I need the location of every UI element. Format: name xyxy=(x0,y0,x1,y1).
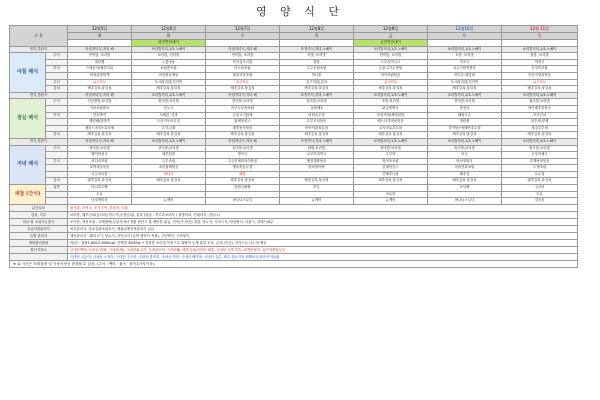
note-label: 응급식품관리식 xyxy=(10,225,68,232)
menu-item: 바나나 xyxy=(132,171,206,178)
meal-row xyxy=(10,158,578,165)
menu-item: 바나나스무디 xyxy=(428,198,502,205)
menu-item: 배추김치.물김치 xyxy=(428,178,502,185)
date-header: 12월 11일 xyxy=(502,26,578,33)
note-label: 의료 및 소화기능별식 xyxy=(10,218,68,225)
subhead-row xyxy=(10,92,578,99)
menu-item: 미니호도빵 xyxy=(68,185,132,192)
meal-row xyxy=(10,171,578,178)
menu-item: 쇠고기미역볶음 xyxy=(428,66,502,73)
menu-item: 메추리알조림 xyxy=(206,72,280,79)
menu-item: 뉴케어 xyxy=(280,198,354,205)
menu-item: 냉이배추된장국 xyxy=(502,105,578,112)
note-value: 잡곡밥, 미역국, 조기구이, 추자찬, 나물 xyxy=(68,204,578,211)
page-title: 영 양 식 단 xyxy=(256,5,344,18)
subhead-cell: 아침저녁식,저녁 해 xyxy=(206,138,280,145)
menu-item: 참람 xyxy=(280,59,354,66)
menu-item: 거포조림꽁보 xyxy=(68,105,132,112)
menu-item: 찰전리 xyxy=(428,105,502,112)
date-header: 12월5일 xyxy=(68,26,132,33)
menu-item: 현미밥, 보리밥 xyxy=(206,53,280,60)
menu-item: 잡밥, 보리밥 xyxy=(502,53,578,60)
menu-item: 전일쌀밥,보리밥 xyxy=(68,99,132,106)
menu-item: 요구르트 xyxy=(206,79,280,86)
menu-item: 배추김치.물김치 xyxy=(428,132,502,139)
menu-item xyxy=(354,185,428,192)
subhead-cell: 아침저녁식,저녁 해 xyxy=(68,46,132,53)
row-label: 김치 xyxy=(46,132,68,139)
menu-item: 배추김치.물김치 xyxy=(206,178,280,185)
subhead-cell: 보리밥저녁,1/3.노해이 xyxy=(502,46,578,53)
menu-item: 배추김치.물김치 xyxy=(68,178,132,185)
menu-item: 양파장아찌 xyxy=(280,165,354,172)
note-row xyxy=(10,218,578,225)
meal-row xyxy=(10,86,578,93)
menu-item: 어떤초무침 xyxy=(280,112,354,119)
menu-item: 샐러드조미+흑자채 xyxy=(68,125,132,132)
subhead-cell: 조정죽식,저녁.노해이 xyxy=(280,46,354,53)
theme-cell xyxy=(206,40,280,47)
footer-row xyxy=(10,260,578,267)
menu-item: 코다리조림 xyxy=(68,158,132,165)
meal-row xyxy=(10,105,578,112)
menu-item: 도모자적국고 xyxy=(354,59,428,66)
menu-item: 감자볶+양배야추무첨 xyxy=(428,125,502,132)
menu-item: 순두국 xyxy=(132,105,206,112)
theme-cell: 금전반찬데이 xyxy=(354,40,428,47)
note-value: 국내산 고등어, 국내산 오징어, 국내산 고구마, 국내산 맛조미, 국내산 반찬, 국내산 배추참, 국내산 유부, 헤주 쥐소기의 원재료국내산 아이들림 xyxy=(68,253,578,260)
menu-item: 배추김치.물김치 xyxy=(354,132,428,139)
menu-item: 현미밥, 보리밥 xyxy=(68,53,132,60)
menu-item: 단배추나물 xyxy=(354,171,428,178)
menu-item: 계란찜 xyxy=(68,59,132,66)
menu-item: 버섯된장찌개 xyxy=(68,72,132,79)
day-header: 일 xyxy=(502,33,578,40)
note-value: 조가찬, 생선조림 : 외계방배.일상식에서 전환 탄단고 옵 배반문 흘입, 연속(죽,미음).경관, 당뇨식, 저자극식 /진달량식, 더잡식, 알레식예분 xyxy=(68,218,578,225)
note-label: 김치, 식수 xyxy=(10,211,68,218)
theme-cell xyxy=(68,40,132,47)
menu-item: 두부탕 xyxy=(354,152,428,159)
menu-item: 누룽숭늉 xyxy=(132,59,206,66)
menu-item: 조밥, 보리밥 xyxy=(428,53,502,60)
note-value: 외부관리식, 음쇼류관조관료식, 제관일재천적관리식 일급 xyxy=(68,225,578,232)
meal-row xyxy=(10,66,578,73)
menu-item: 배느티리버섯볶음 xyxy=(354,119,428,126)
row-label: 부식 xyxy=(46,158,68,165)
menu-item: 하나물 xyxy=(280,72,354,79)
row-label: 주식 xyxy=(46,99,68,106)
note-value: 제독관리식 : 캘리고기, 당뇨식, 저단교식 (일반 생성식 적용), 고단백식, 구조당식 xyxy=(68,232,578,239)
meal-row xyxy=(10,99,578,106)
menu-item: 팽이버섯국 xyxy=(68,152,132,159)
menu-item: 뉴케어 xyxy=(354,198,428,205)
subhead-cell: 보리밥저녁,1/3.노해이 xyxy=(428,92,502,99)
subhead-cell: 아침저녁식,저녁 해 xyxy=(206,46,280,53)
menu-item: 냉이국 xyxy=(206,152,280,159)
menu-item: 배추김치.물김치 xyxy=(68,132,132,139)
subhead-cell: 조정죽식,저녁.노해이 xyxy=(280,138,354,145)
menu-item: 북어살조국밥 xyxy=(206,59,280,66)
menu-item: 흑미밥,보리밥 xyxy=(206,145,280,152)
menu-item: 김채볶음스 xyxy=(354,165,428,172)
corner-label: 구 분 xyxy=(10,26,68,47)
menu-item: 배추김치.물김치 xyxy=(280,178,354,185)
menu-item: 흑미밥,보리밥 xyxy=(428,145,502,152)
menu-item: 배추김치.물김치 xyxy=(206,86,280,93)
menu-item: 배추김치.물김치 xyxy=(354,178,428,185)
row-label: 주식 xyxy=(46,53,68,60)
subhead-cell: 보리밥저녁,1/3.노해이 xyxy=(132,138,206,145)
row-label xyxy=(46,59,68,66)
note-row xyxy=(10,239,578,246)
row-label: 김치 xyxy=(46,86,68,93)
subhead-cell: 보리밥저녁,1/3.노해이 xyxy=(354,138,428,145)
menu-item: 묵은지멸치볶음 xyxy=(502,72,578,79)
menu-item: 잡밥,보리밥 xyxy=(280,145,354,152)
day-header: 화 xyxy=(132,33,206,40)
row-label xyxy=(46,171,68,178)
section-label: 점심 배식 xyxy=(10,99,46,139)
menu-item: 동원제3 xyxy=(280,105,354,112)
note-row xyxy=(10,225,578,232)
menu-item xyxy=(132,185,206,192)
meal-row xyxy=(10,132,578,139)
menu-item: 미트볼조림 xyxy=(206,66,280,73)
menu-item: 배추김치.물김치 xyxy=(502,178,578,185)
meal-row xyxy=(10,125,578,132)
menu-item: 배추김치.물김치 xyxy=(132,86,206,93)
menu-item: 잡채볶음스 xyxy=(206,119,280,126)
subhead-cell: 보리밥저녁,1/3.노해이 xyxy=(502,92,578,99)
subhead-cell: 보리밥저녁,1/3.노해이 xyxy=(132,46,206,53)
date-header: 12월10일 xyxy=(428,26,502,33)
subhead-cell: 보리밥저녁,1/3.노해이 xyxy=(428,138,502,145)
menu-item: 쇠고기미역국 xyxy=(280,152,354,159)
menu-item: 뉴케어 xyxy=(132,198,206,205)
date-header: 12월9일 xyxy=(354,26,428,33)
subhead-row xyxy=(10,46,578,53)
menu-item: 잡곡밥,보리밥 xyxy=(132,99,206,106)
menu-item: 조밥, 보리밥 xyxy=(280,53,354,60)
menu-item: 계란찜 xyxy=(428,119,502,126)
menu-item: 돈불고기잡채 xyxy=(206,112,280,119)
menu-table-body xyxy=(10,26,578,268)
meal-row xyxy=(10,191,578,198)
meal-row xyxy=(10,119,578,126)
menu-item: 요구르트 xyxy=(502,79,578,86)
meal-row xyxy=(10,185,578,192)
menu-item: 단호박전 xyxy=(68,112,132,119)
menu-item: 배추김치.물김치 xyxy=(132,132,206,139)
subhead-cell: 보리밥저녁,1/3.노해이 xyxy=(354,46,428,53)
menu-item: 두부조림조림 xyxy=(280,66,354,73)
menu-item: 시래된, 김밥 xyxy=(132,112,206,119)
menu-item: 해물국수 xyxy=(428,112,502,119)
note-value: 국내산백미(국산/유지)팀, 국내산(팀), 국내산닭고기, 국내산오리, 국내산돼, 배추김치(국내산 배추, 국내산 고추가루), 표백산양미, 유전자변형두부 xyxy=(68,246,578,253)
menu-item: 요구르트 xyxy=(68,79,132,86)
menu-item xyxy=(428,191,502,198)
theme-row xyxy=(10,40,578,47)
meal-row xyxy=(10,152,578,159)
menu-item: 우엉자채국 xyxy=(502,152,578,159)
menu-item: 잡곡밥,보리밥 xyxy=(502,99,578,106)
note-row xyxy=(10,204,578,211)
row-label xyxy=(46,72,68,79)
menu-item: 로무침 xyxy=(502,171,578,178)
menu-item: 보리밥, 현미밥 xyxy=(132,53,206,60)
menu-item: 도라지오이무침 xyxy=(132,119,206,126)
subhead-cell: 아침저녁식,저녁 해 xyxy=(68,92,132,99)
subhead-label: 면식,경관식 xyxy=(10,138,68,145)
menu-item: 미역국 xyxy=(502,59,578,66)
menu-item: 두부조림 xyxy=(132,158,206,165)
menu-item: 요구르트 xyxy=(354,79,428,86)
menu-table xyxy=(9,25,578,268)
day-header: 토 xyxy=(428,33,502,40)
menu-item: 햇잠게장볶음 xyxy=(280,158,354,165)
subhead-label: 면식,경관식 xyxy=(10,46,68,53)
meal-row xyxy=(10,145,578,152)
menu-item: 매콤동자볶음 xyxy=(206,125,280,132)
menu-item: 마파종화조림 xyxy=(428,165,502,172)
menu-item: 감개버섯볶음 xyxy=(502,158,578,165)
menu-item: 장여포조림 xyxy=(354,158,428,165)
menu-item: 시금치나물 xyxy=(68,171,132,178)
menu-item: 두유 xyxy=(502,191,578,198)
menu-item: 삼립크림빵 xyxy=(206,185,280,192)
menu-item: 주주어매더리어볶음 xyxy=(206,158,280,165)
menu-item: 가자미조림 xyxy=(502,66,578,73)
row-label xyxy=(46,165,68,172)
row-label: 부식 xyxy=(46,66,68,73)
note-label: 특별 관리식 xyxy=(10,232,68,239)
menu-item: 햇양배/한방족 xyxy=(68,119,132,126)
note-label: 영양관리담당 xyxy=(10,239,68,246)
menu-item: 단호박미음 xyxy=(68,198,132,205)
meal-row xyxy=(10,165,578,172)
day-header: 목 xyxy=(280,33,354,40)
row-label xyxy=(46,105,68,112)
subhead-cell: 조정죽식,저녁.노해이 xyxy=(280,92,354,99)
menu-item: 해물 xyxy=(206,171,280,178)
date-header: 12월8일 xyxy=(280,26,354,33)
subhead-row xyxy=(10,138,578,145)
menu-item: 배추김치.물김치 xyxy=(68,86,132,93)
menu-item: 모닝빵 xyxy=(428,185,502,192)
menu-item: 고기,나물 xyxy=(132,125,206,132)
menu-item: 도시락김/통김자반 xyxy=(132,79,206,86)
theme-cell xyxy=(502,40,578,47)
menu-item: 바나나스무디 xyxy=(206,198,280,205)
menu-item: 포기김치 xyxy=(502,112,578,119)
section-label: 저녁 배식 xyxy=(10,145,46,185)
day-header: 월 xyxy=(68,33,132,40)
menu-item: 마요된 xyxy=(354,191,428,198)
note-label: 원산지표시 xyxy=(10,246,68,253)
note-row xyxy=(10,246,578,253)
menu-item xyxy=(206,191,280,198)
subhead-cell: 보리밥저녁,1/3.노해이 xyxy=(132,92,206,99)
menu-item: 두부꼬치볶음 xyxy=(280,119,354,126)
menu-item: 배추김치.물김치 xyxy=(502,86,578,93)
menu-item: 고구마 xyxy=(502,185,578,192)
footer-note: ※ 위 식단은 후원물품 및 식당사정상 변경될 수 있음. (주식 : 백미 · 잡곡 · 잡곡1가지이상). xyxy=(10,260,578,267)
menu-item: 조림콩조림 xyxy=(132,66,206,73)
menu-item: 두유 xyxy=(68,191,132,198)
menu-item: 배추김치.물김치 xyxy=(132,178,206,185)
day-header-row xyxy=(10,33,578,40)
meal-row xyxy=(10,59,578,66)
row-label: 일반 xyxy=(46,185,68,192)
menu-item: 맹치볶음무침 xyxy=(206,165,280,172)
note-row xyxy=(10,211,578,218)
row-label: 김치 xyxy=(46,178,68,185)
theme-cell xyxy=(428,40,502,47)
menu-item: 으깨감자/배추김치 xyxy=(68,66,132,73)
subhead-label: 면식,경관식 xyxy=(10,92,68,99)
menu-item: 현미밥,보리밥 xyxy=(428,99,502,106)
menu-item: 배추된장 xyxy=(132,152,206,159)
row-label xyxy=(46,191,68,198)
menu-item: 배추겉 xyxy=(428,171,502,178)
menu-item: 모도 xyxy=(280,185,354,192)
menu-item: 마국 xyxy=(428,152,502,159)
meal-row xyxy=(10,53,578,60)
subhead-cell: 보리밥저녁,1/3.노해이 xyxy=(428,46,502,53)
menu-item: 삼추제,양제 xyxy=(502,119,578,126)
note-row xyxy=(10,253,578,260)
menu-item xyxy=(280,191,354,198)
menu-item: 배추김치.물김치 xyxy=(428,86,502,93)
menu-item: 도시락김/통김자반 xyxy=(428,79,502,86)
menu-item: 호박새우볶음 xyxy=(68,165,132,172)
meal-row xyxy=(10,198,578,205)
menu-item: 배추김치.물김치 xyxy=(354,86,428,93)
subhead-cell: 아침저녁식,저녁 해 xyxy=(206,92,280,99)
menu-item: 아욱국 xyxy=(428,59,502,66)
section-label: 새참 (간식) xyxy=(10,185,46,205)
day-header: 금 xyxy=(354,33,428,40)
menu-item: 김구이/통김치 xyxy=(280,79,354,86)
subhead-cell: 아침저녁식,저녁 해 xyxy=(68,138,132,145)
menu-item: 어묵조림볶음 xyxy=(354,72,428,79)
note-row xyxy=(10,232,578,239)
meal-row xyxy=(10,178,578,185)
row-label xyxy=(46,198,68,205)
menu-item: 배추김치.물김치 xyxy=(280,132,354,139)
theme-cell: 화전반찬데이 xyxy=(132,40,206,47)
row-label xyxy=(46,125,68,132)
row-label: 우식 xyxy=(46,79,68,86)
menu-item xyxy=(132,191,206,198)
menu-item: 연두부.양념장 xyxy=(428,72,502,79)
menu-item: 꽁치조림/제계절밥 xyxy=(354,112,428,119)
menu-item: 흑미밥,보리밥 xyxy=(280,99,354,106)
menu-item: 현미밥,보리밥 xyxy=(354,145,428,152)
meal-row xyxy=(10,79,578,86)
menu-item: 새주부부채 xyxy=(502,125,578,132)
menu-item: 갓미음 xyxy=(502,198,578,205)
menu-item: 버섯장화국 xyxy=(428,158,502,165)
day-header: 수 xyxy=(206,33,280,40)
subhead-cell: 보리밥저녁,1/3.노해이 xyxy=(354,92,428,99)
note-value: 보리밥, 배추김치(숲더리),깍두기(궁정김치), 통불 (물숲 : 북수수보리차 / 결명자차, 건데라차, 건돈나) xyxy=(68,211,578,218)
row-label: 주식 xyxy=(46,145,68,152)
menu-item: 조미잡채볶음 xyxy=(132,165,206,172)
menu-item: 배추김치.물김치 xyxy=(206,132,280,139)
menu-item: 아삭이된장무침 xyxy=(280,125,354,132)
date-header: 12월6일 xyxy=(132,26,206,33)
row-label xyxy=(46,152,68,159)
note-value: 어/밑 - 열량1,600/2,000kcal, 단백질 45/65g → 적절한 조리법 이용으로 열량이 높게 잘된 조치, 급식 (죽식), 간식으로 나누어 제공 xyxy=(68,239,578,246)
menu-item: 현미밥, 보리밥 xyxy=(354,53,428,60)
menu-item: 잡곡밥,보리밥 xyxy=(502,145,578,152)
menu-item: 배추김치.물김치 xyxy=(502,132,578,139)
menu-item: 오자마요추무첨 xyxy=(354,125,428,132)
menu-item: 아구두부장조림 xyxy=(206,105,280,112)
menu-item: 버섯볶음채동 xyxy=(132,72,206,79)
theme-cell xyxy=(280,40,354,47)
row-label: 부식 xyxy=(46,112,68,119)
row-label xyxy=(46,119,68,126)
subhead-cell: 보리밥저녁,1/3.노해이 xyxy=(502,138,578,145)
date-header: 12월7일 xyxy=(206,26,280,33)
menu-item: 조밥,보리밥 xyxy=(354,99,428,106)
meal-row xyxy=(10,72,578,79)
date-header-row xyxy=(10,26,578,33)
section-label: 아침 배식 xyxy=(10,53,46,93)
menu-item: 배추김치.물김치 xyxy=(280,86,354,93)
note-label: 분산일보 xyxy=(10,204,68,211)
menu-item: 돈불고기무생채 xyxy=(354,66,428,73)
meal-row xyxy=(10,112,578,119)
menu-item: 현미밥,보리밥 xyxy=(68,145,132,152)
menu-item: 현미밥,보리밥 xyxy=(206,99,280,106)
menu-item: 닭갈비떡국 xyxy=(354,105,428,112)
menu-item: 두정조림 xyxy=(502,165,578,172)
note-label xyxy=(10,253,68,260)
menu-item: 현미밥,보리밥 xyxy=(132,145,206,152)
menu-item xyxy=(280,171,354,178)
